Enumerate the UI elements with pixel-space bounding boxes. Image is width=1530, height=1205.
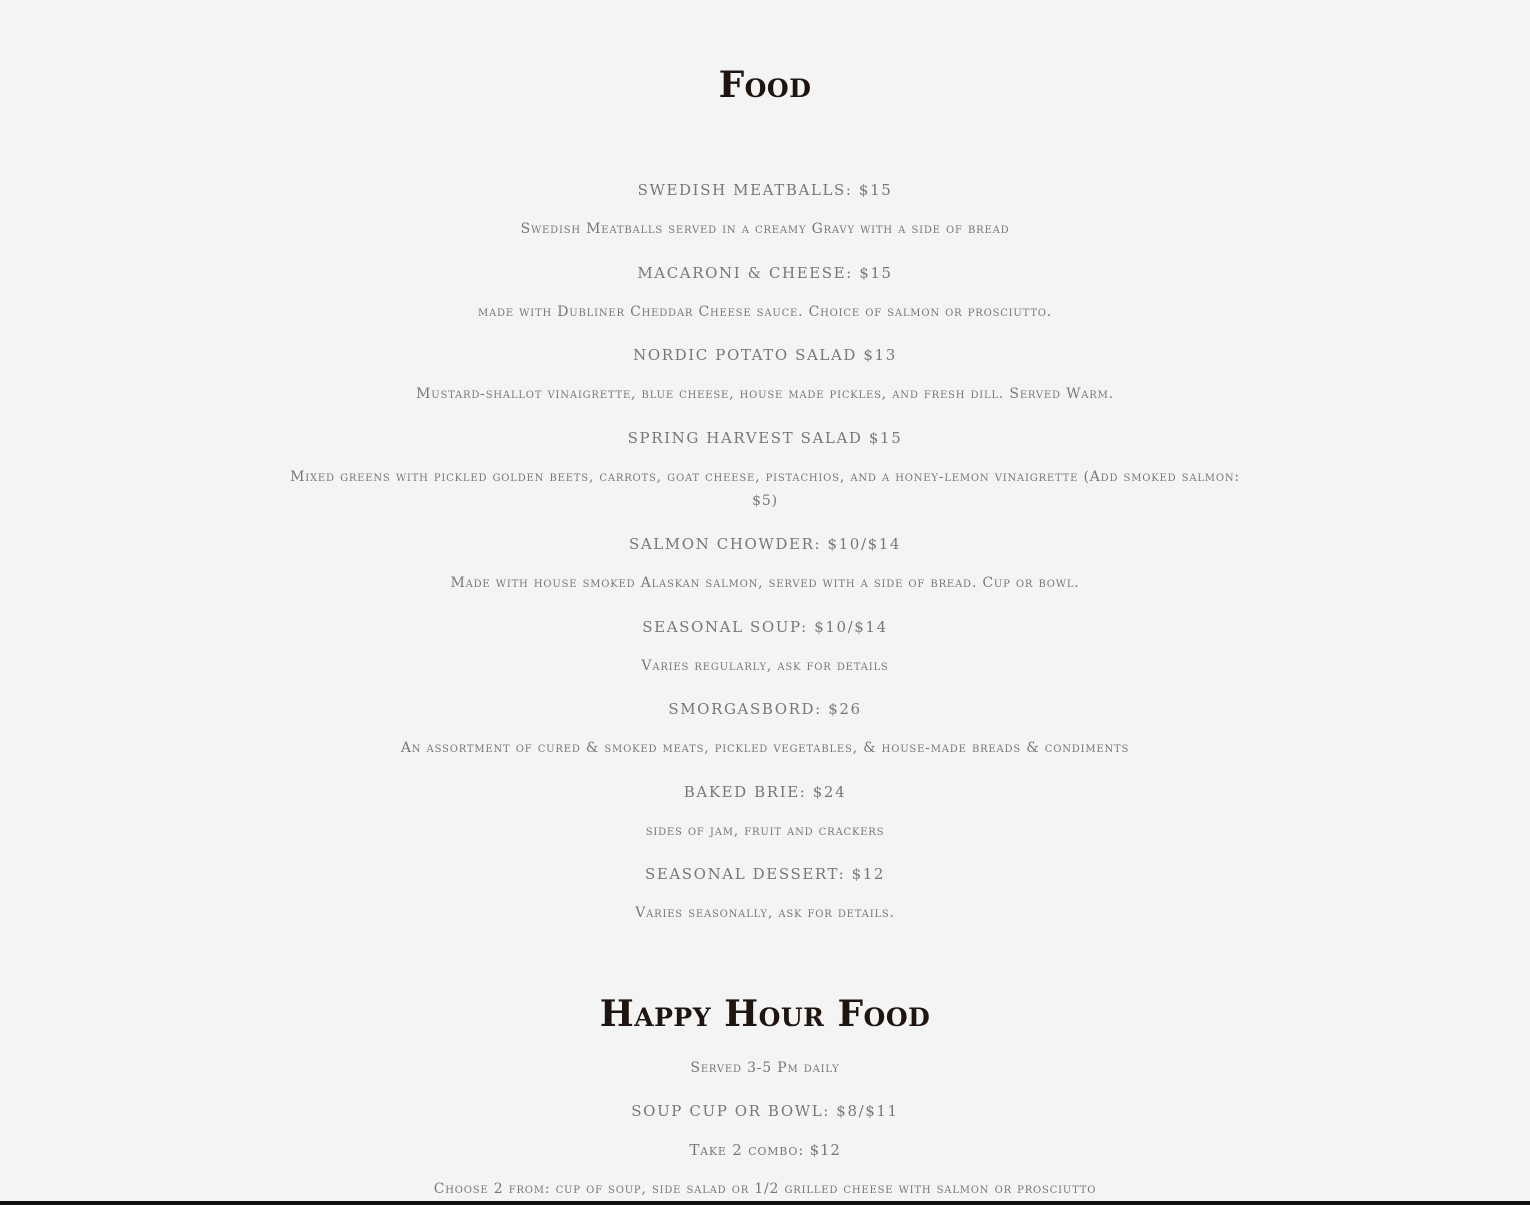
menu-item-description: Made with house smoked Alaskan salmon, served with a side of bread. Cup or bowl. [450, 575, 1080, 591]
menu-item-description: made with Dubliner Cheddar Cheese sauce. Choice of salmon or prosciutto. [477, 304, 1053, 320]
menu-item-name: Take 2 combo: $12 [689, 1141, 841, 1159]
menu-item-name: SALMON CHOWDER: $10/$14 [628, 535, 902, 553]
happy-hour-section-title: Happy Hour Food [599, 993, 931, 1035]
menu-item-name: SPRING HARVEST SALAD $15 [627, 429, 903, 447]
menu-item-name: NORDIC POTATO SALAD $13 [633, 346, 897, 364]
menu-item-description: Mustard-shallot vinaigrette, blue cheese, house made pickles, and fresh dill. Served Warm. [416, 386, 1114, 402]
menu-item-name: SEASONAL SOUP: $10/$14 [642, 618, 888, 636]
menu-item-description: Varies seasonally, ask for details. [635, 905, 895, 921]
food-section-title: Food [718, 64, 812, 106]
menu-item-description: sides of jam, fruit and crackers [645, 823, 885, 839]
menu-item-description: Mixed greens with pickled golden beets, carrots, goat cheese, pistachios, and a honey-lemon vinaigrette (Add smoked salmon: $5) [290, 469, 1240, 509]
menu-item-description: Varies regularly, ask for details [641, 658, 889, 674]
menu-item-name: SWEDISH MEATBALLS: $15 [637, 181, 893, 199]
menu-item-name: BAKED BRIE: $24 [683, 783, 847, 801]
menu-item-description: Swedish Meatballs served in a creamy Gravy with a side of bread [520, 221, 1010, 237]
menu-item-name: SEASONAL DESSERT: $12 [644, 865, 886, 883]
bottom-border [0, 1201, 1530, 1205]
menu-item-name: MACARONI & CHEESE: $15 [637, 264, 893, 282]
happy-hour-subtitle: Served 3-5 Pm daily [690, 1060, 840, 1076]
menu-item-name: SOUP CUP OR BOWL: $8/$11 [631, 1102, 899, 1120]
menu-item-name: SMORGASBORD: $26 [668, 700, 862, 718]
menu-item-description: Choose 2 from: cup of soup, side salad or 1/2 grilled cheese with salmon or prosciutto [433, 1181, 1097, 1197]
menu-item-description: An assortment of cured & smoked meats, pickled vegetables, & house-made breads & condiments [400, 740, 1130, 756]
